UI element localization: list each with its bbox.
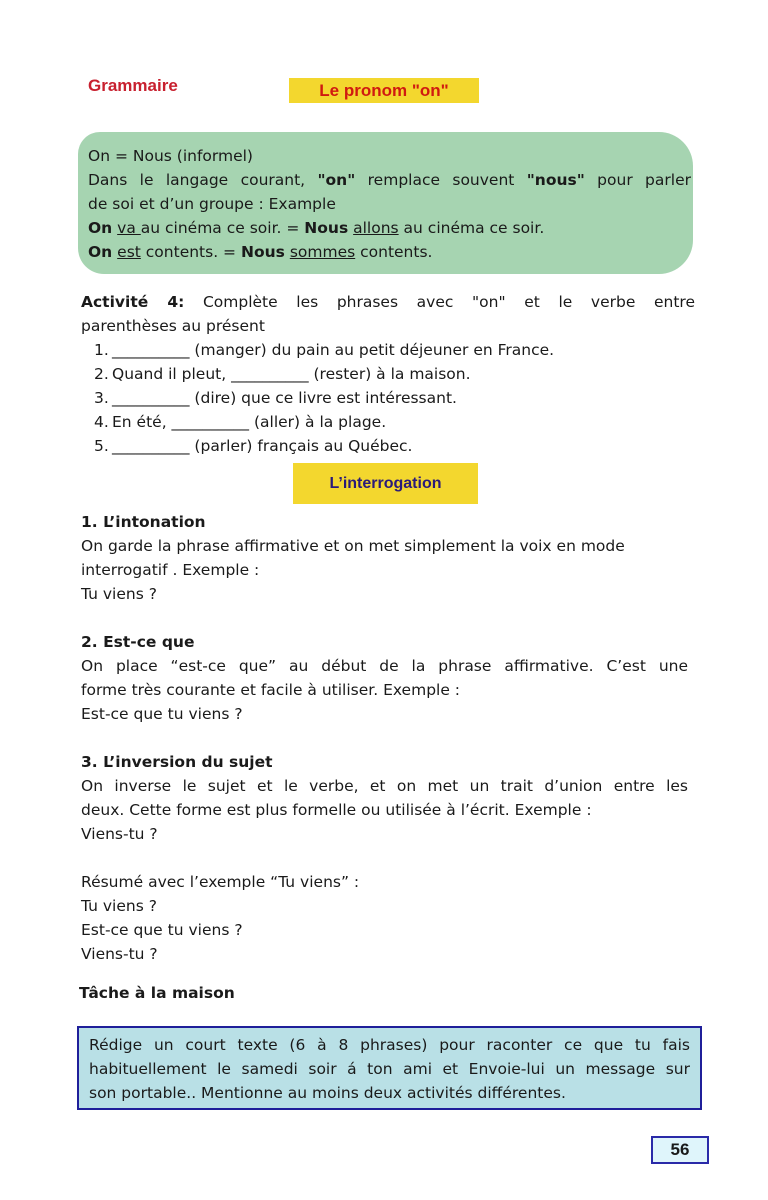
homework-title: Tâche à la maison: [79, 984, 235, 1002]
rule-box: [78, 132, 693, 274]
topic-title: Le pronom "on": [289, 78, 479, 103]
section-inversion: 3. L’inversion du sujet On inverse le sujet et le verbe, et on met un trait d’union entre les deux. Cette forme est plus formelle ou utilisée à l’écrit. Exemple : Viens-tu ?: [81, 753, 688, 843]
rule-example: On est contents. = Nous sommes contents.: [88, 243, 433, 261]
exercise-item: 1. __________ (manger) du pain au petit déjeuner en France.: [94, 341, 555, 359]
exercise-list: [94, 338, 554, 458]
exercise-item: 4. En été, __________ (aller) à la plage.: [94, 413, 387, 431]
rule-line: On = Nous (informel): [88, 147, 253, 165]
homework-box: Rédige un court texte (6 à 8 phrases) pour raconter ce que tu fais habituellement le samedi soir á ton ami et Envoie-lui un message sur son portable.. Mentionne au moins deux activités différentes.: [77, 1026, 702, 1110]
rule-line: Dans le langage courant, "on" remplace souvent "nous" pour parler: [88, 171, 691, 189]
activity-instruction: Activité 4: Complète les phrases avec "on" et le verbe entre parenthèses au présent: [81, 293, 695, 335]
rule-example: On va au cinéma ce soir. = Nous allons au cinéma ce soir.: [88, 219, 545, 237]
rule-line: de soi et d’un groupe : Example: [88, 195, 336, 213]
section-est-ce-que: 2. Est-ce que On place “est-ce que” au début de la phrase affirmative. C’est une forme très courante et facile à utiliser. Exemple : Est-ce que tu viens ?: [81, 633, 688, 723]
summary: Résumé avec l’exemple “Tu viens” : Tu viens ? Est-ce que tu viens ? Viens-tu ?: [81, 873, 360, 963]
exercise-item: 5. __________ (parler) français au Québec.: [94, 437, 413, 455]
page-number: 56: [651, 1136, 709, 1164]
exercise-item: 2. Quand il pleut, __________ (rester) à la maison.: [94, 365, 471, 383]
exercise-item: 3. __________ (dire) que ce livre est intéressant.: [94, 389, 457, 407]
section-intonation: 1. L’intonation On garde la phrase affirmative et on met simplement la voix en mode interrogatif . Exemple : Tu viens ?: [81, 513, 625, 603]
interrogation-title: L’interrogation: [293, 463, 478, 504]
section-label: Grammaire: [88, 76, 178, 95]
